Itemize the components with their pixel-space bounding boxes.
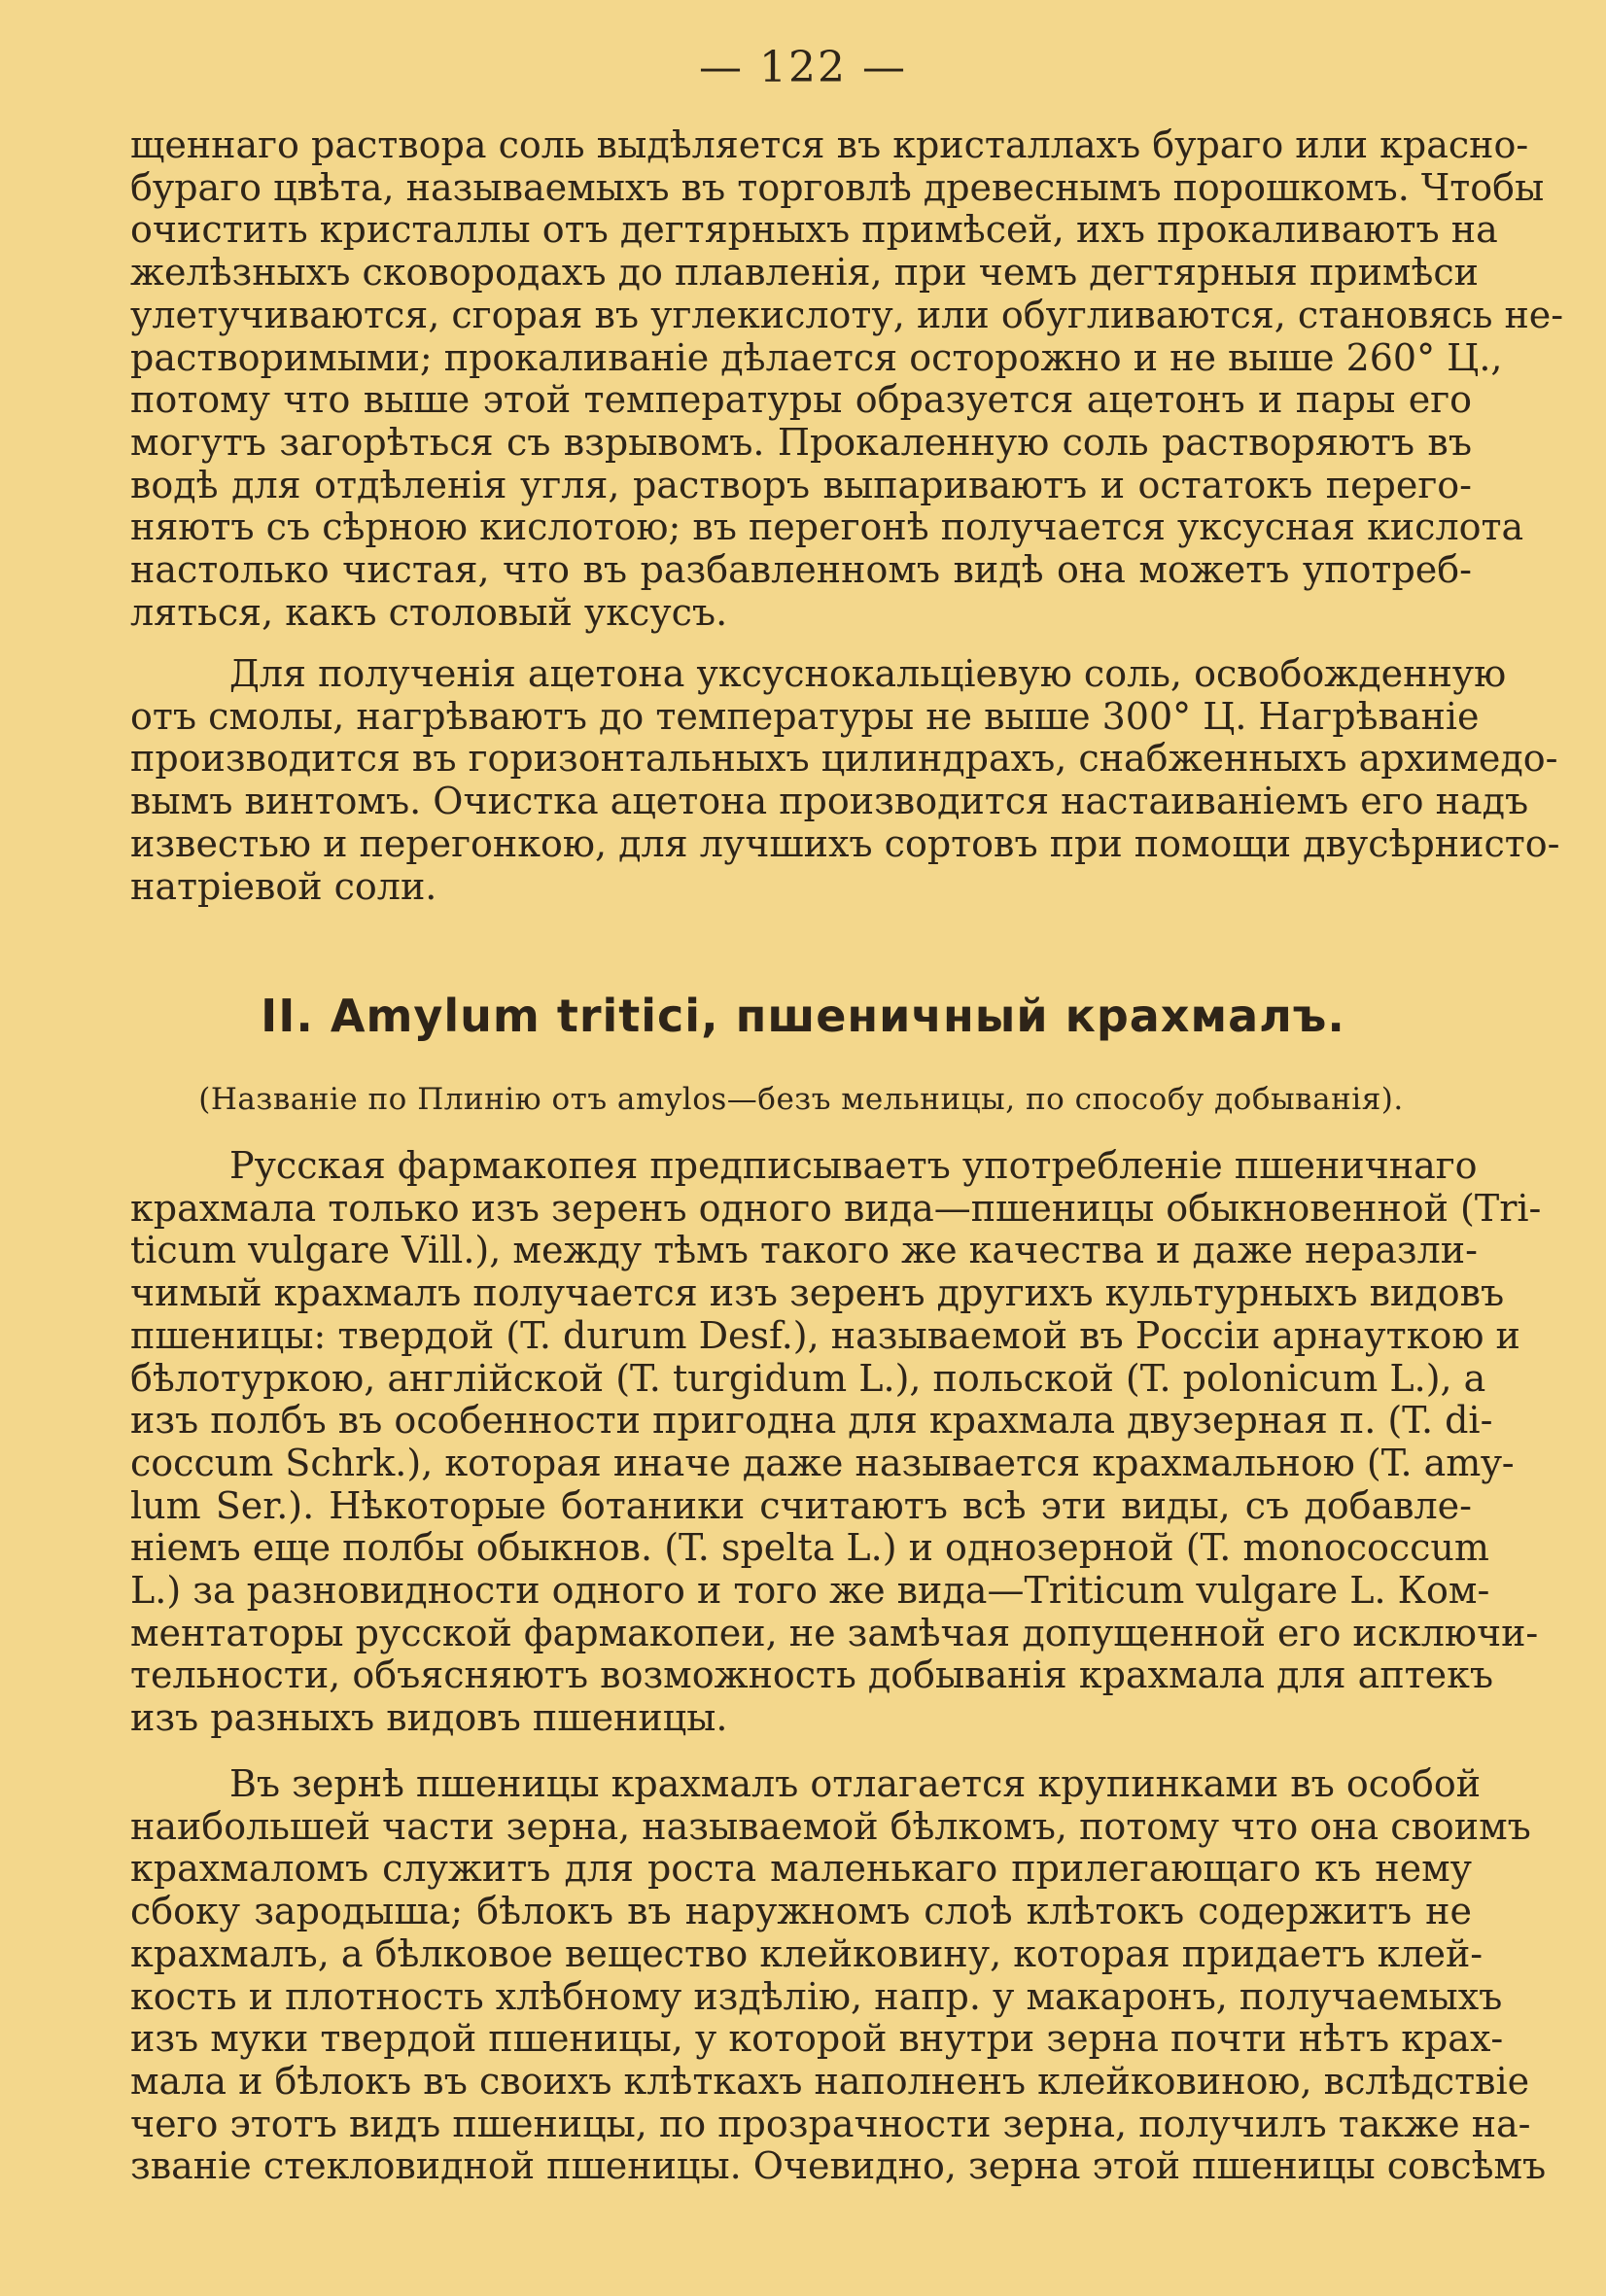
text-line: желѣзныхъ сковородахъ до плавленія, при чемъ дегтярныя примѣси [130, 251, 1479, 295]
text-line: Въ зернѣ пшеницы крахмалъ отлагается крупинками въ особой [229, 1762, 1482, 1805]
text-line: крахмаломъ служитъ для роста маленькаго прилегающаго къ нему [130, 1847, 1472, 1891]
section-heading: II. Amylum tritici, пшеничный крахмалъ. [261, 990, 1345, 1042]
text-line: улетучиваются, сгорая въ углекислоту, или обугливаются, становясь не- [130, 293, 1564, 336]
text-line: наибольшей части зерна, называемой бѣлкомъ, потому что она своимъ [130, 1804, 1531, 1848]
paragraph-salt-purification [130, 123, 1564, 634]
text-line: крахмалъ, а бѣлковое вещество клейковину, которая придаетъ клей- [130, 1931, 1484, 1975]
text-line: L.) за разновидности одного и того же вида—Triticum vulgare L. Ком- [130, 1569, 1490, 1613]
text-line: чего этотъ видъ пшеницы, по прозрачности зерна, получилъ также на- [130, 2102, 1531, 2145]
text-line: ticum vulgare Vill.), между тѣмъ такого же качества и даже неразли- [130, 1229, 1478, 1272]
text-line: крахмала только изъ зеренъ одного вида—пшеницы обыкновенной (Tri- [130, 1186, 1542, 1230]
paragraph-pharmacopoeia [130, 1144, 1542, 1740]
text-line: щеннаго раствора соль выдѣляется въ кристаллахъ бураго или красно- [130, 123, 1529, 166]
text-line: Для полученія ацетона уксуснокальціевую соль, освобожденную [229, 652, 1507, 695]
text-line: производится въ горизонтальныхъ цилиндрахъ, снабженныхъ архимедо- [130, 737, 1558, 781]
text-line: званіе стекловидной пшеницы. Очевидно, зерна этой пшеницы совсѣмъ [130, 2144, 1547, 2188]
text-line: отъ смолы, нагрѣваютъ до температуры не выше 300° Ц. Нагрѣваніе [130, 694, 1480, 738]
text-line: lum Ser.). Нѣкоторые ботаники считаютъ всѣ эти виды, съ добавле- [130, 1483, 1472, 1527]
text-line: кость и плотность хлѣбному издѣлію, напр. у макаронъ, получаемыхъ [130, 1974, 1503, 2018]
text-line: могутъ загорѣться съ взрывомъ. Прокаленную соль растворяютъ въ [130, 420, 1472, 464]
section-subheading: (Названіе по Плинію отъ amylos—безъ мельницы, по способу добыванія). [198, 1082, 1404, 1117]
text-line: ніемъ еще полбы обыкнов. (T. spelta L.) и однозерной (T. monococcum [130, 1526, 1489, 1570]
text-line: изъ муки твердой пшеницы, у которой внутри зерна почти нѣтъ крах- [130, 2017, 1504, 2061]
text-line: очистить кристаллы отъ дегтярныхъ примѣсей, ихъ прокаливаютъ на [130, 208, 1498, 252]
text-line: пшеницы: твердой (T. durum Desf.), называемой въ Россіи арнауткою и [130, 1313, 1520, 1357]
text-line: coccum Schrk.), которая иначе даже называется крахмальною (T. amy- [130, 1441, 1515, 1484]
text-line: бураго цвѣта, называемыхъ въ торговлѣ древеснымъ порошкомъ. Чтобы [130, 165, 1545, 209]
paragraph-grain [130, 1762, 1547, 2188]
text-line: водѣ для отдѣленія угля, растворъ выпариваютъ и остатокъ перего- [130, 463, 1472, 506]
text-line: чимый крахмалъ получается изъ зеренъ другихъ культурныхъ видовъ [130, 1271, 1505, 1315]
text-line: вымъ винтомъ. Очистка ацетона производится настаиваніемъ его надъ [130, 780, 1529, 823]
text-line: настолько чистая, что въ разбавленномъ видѣ она можетъ употреб- [130, 548, 1472, 592]
page-number: — 122 — [699, 43, 907, 92]
text-line: Русская фармакопея предписываетъ употребленіе пшеничнаго [229, 1144, 1478, 1187]
text-line: сбоку зародыша; бѣлокъ въ наружномъ слоѣ клѣтокъ содержитъ не [130, 1890, 1472, 1933]
text-line: ментаторы русской фармакопеи, не замѣчая допущенной его исключи- [130, 1611, 1539, 1654]
text-line: изъ полбъ въ особенности пригодна для крахмала двузерная п. (T. di- [130, 1399, 1493, 1443]
text-line: изъ разныхъ видовъ пшеницы. [130, 1696, 728, 1740]
text-line: ляться, какъ столовый уксусъ. [130, 590, 728, 634]
text-line: известью и перегонкою, для лучшихъ сортовъ при помощи двусѣрнисто- [130, 821, 1560, 865]
text-line: потому что выше этой температуры образуется ацетонъ и пары его [130, 378, 1472, 422]
text-line: тельности, объясняютъ возможность добыванія крахмала для аптекъ [130, 1653, 1494, 1697]
text-line: бѣлотуркою, англійской (T. turgidum L.), польской (T. polonicum L.), а [130, 1356, 1486, 1400]
text-line: няютъ съ сѣрною кислотою; въ перегонѣ получается уксусная кислота [130, 505, 1524, 549]
text-line: натріевой соли. [130, 864, 437, 908]
text-line: мала и бѣлокъ въ своихъ клѣткахъ наполненъ клейковиною, вслѣдствіе [130, 2059, 1530, 2103]
paragraph-acetone [130, 652, 1560, 908]
text-line: растворимыми; прокаливаніе дѣлается осторожно и не выше 260° Ц., [130, 335, 1503, 379]
